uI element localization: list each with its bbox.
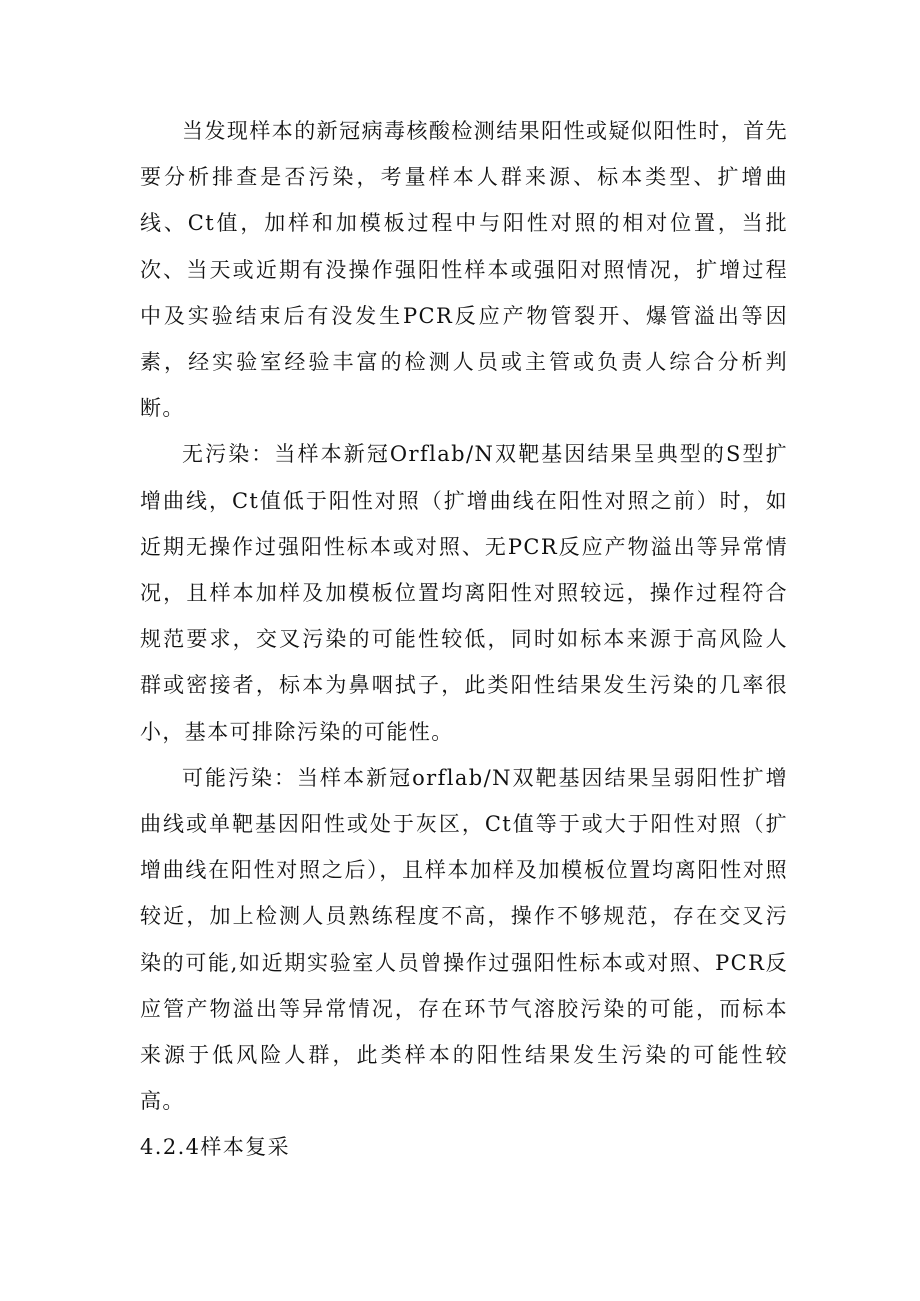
section-heading: 4.2.4样本复采 (140, 1135, 291, 1160)
document-page (140, 108, 788, 1171)
paragraph-no-contamination: 无污染：当样本新冠Orflab/N双靶基因结果呈典型的S型扩增曲线，Ct值低于阳性对照（扩增曲线在阳性对照之前）时，如近期无操作过强阳性标本或对照、无PCR反应产物溢出等异常情况，且样本加样及加模板位置均离阳性对照较远，操作过程符合规范要求，交叉污染的可能性较低，同时如标本来源于高风险人群或密接者，标本为鼻咽拭子，此类阳性结果发生污染的几率很小，基本可排除污染的可能性。 (140, 442, 788, 744)
paragraph-possible-contamination: 可能污染：当样本新冠orflab/N双靶基因结果呈弱阳性扩增曲线或单靶基因阳性或处于灰区，Ct值等于或大于阳性对照（扩增曲线在阳性对照之后），且样本加样及加模板位置均离阳性对照较近，加上检测人员熟练程度不高，操作不够规范，存在交叉污染的可能,如近期实验室人员曾操作过强阳性标本或对照、PCR反应管产物溢出等异常情况，存在环节气溶胶污染的可能，而标本来源于低风险人群，此类样本的阳性结果发生污染的可能性较高。 (140, 765, 788, 1114)
paragraph-contamination-analysis: 当发现样本的新冠病毒核酸检测结果阳性或疑似阳性时，首先要分析排查是否污染，考量样本人群来源、标本类型、扩增曲线、Ct值，加样和加模板过程中与阳性对照的相对位置，当批次、当天或近期有没操作强阳性样本或强阳对照情况，扩增过程中及实验结束后有没发生PCR反应产物管裂开、爆管溢出等因素，经实验室经验丰富的检测人员或主管或负责人综合分析判断。 (140, 119, 788, 421)
